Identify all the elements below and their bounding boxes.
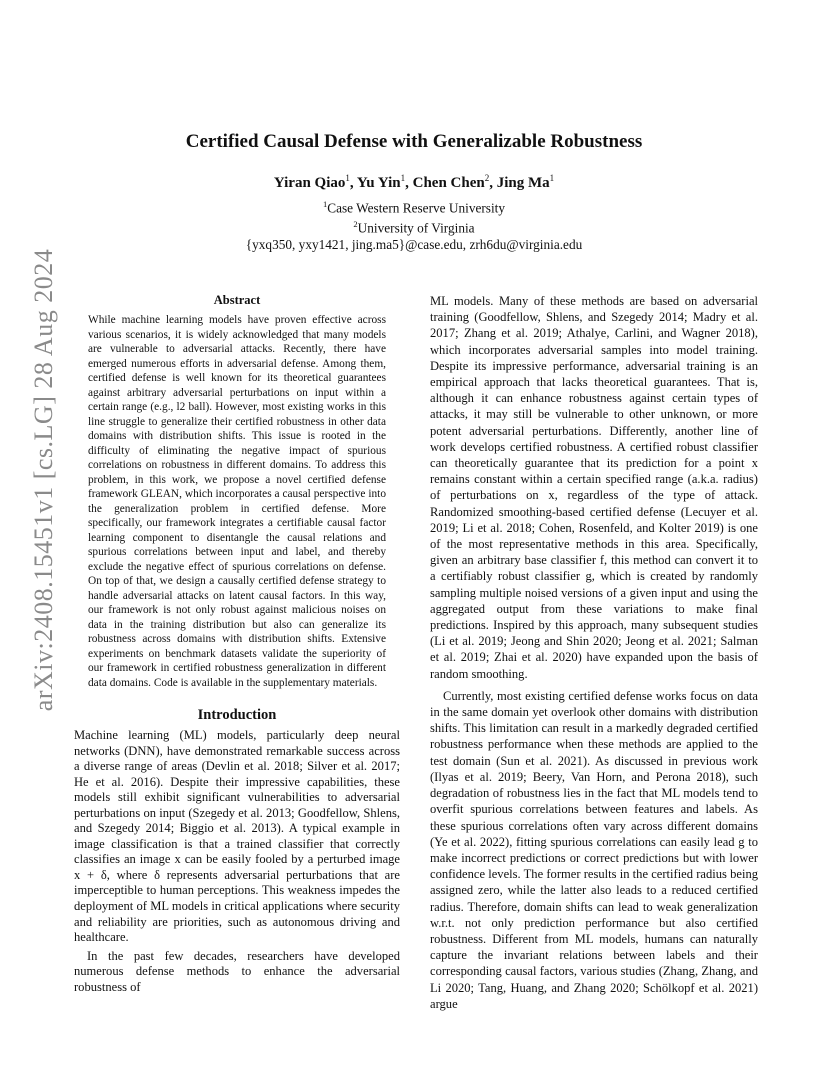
body-paragraph: Machine learning (ML) models, particularly deep neural networks (DNN), have demonstrated remarkable success across a diverse range of areas (Devlin et al. 2018; Silver et al. 2017; He et al. 2016). Despite their impressive capabilities, these models still exhibit significant vulnerabilities to adversarial perturbations on input (Szegedy et al. 2013; Goodfellow, Shlens, and Szegedy 2014; Biggio et al. 2013). A typical example in image classification is that a trained classifier that correctly classifies an image x can be easily fooled by a perturbed image x + δ, where δ represents adversarial perturbations that are imperceptible to human perceptions. This weakness impedes the deployment of ML models in critical applications where security and reliability are priorities, such as autonomous driving and healthcare. (74, 728, 400, 945)
author-name: Yu Yin (356, 175, 401, 191)
affiliation-line: $^2$University of Virginia (353, 219, 475, 236)
right-column (430, 293, 758, 1012)
abstract-heading: Abstract (213, 293, 261, 307)
author-emails: {yxq350, yxy1421, jing.ma5}@case.edu, zrh6du@virginia.edu (245, 236, 583, 252)
abstract-body: While machine learning models have proven effective across various scenarios, it is widely acknowledged that many models are vulnerable to adversarial attacks. Recently, there have emerged numerous efforts in adversarial defense. Among them, certified defense is well known for its theoretical guarantees against arbitrary adversarial perturbations on input within a certain range (e.g., l2 ball). However, most existing works in this line struggle to generalize their certified robustness in other data domains with distribution shifts. This issue is rooted in the difficulty of eliminating the negative impact of spurious correlations on robustness in different domains. To address this problem, in this work, we propose a novel certified defense framework GLEAN, which incorporates a causal perspective into the generalization problem in certified defense. More specifically, our framework integrates a certifiable causal factor learning component to disentangle the causal relations and spurious correlations between input and label, and thereby exclude the negative effect of spurious correlations on defense. On top of that, we design a causally certified defense strategy to handle adversarial attacks on latent causal factors. In this way, our framework is not only robust against malicious noises on data in the training distribution but also can generalize its robustness across domains with distribution shifts. Extensive experiments on benchmark datasets validate the superiority of our framework in certified robustness generalization in different data domains. Code is available in the supplementary materials. (88, 314, 386, 689)
body-paragraph: Currently, most existing certified defense works focus on data in the same domain yet overlook other domains with distribution shifts. This limitation can result in a markedly degraded certified robustness performance when these methods are applied to the test domain (Sun et al. 2021). As discussed in previous work (Ilyas et al. 2019; Beery, Van Horn, and Perona 2018), such degradation of robustness lies in the fact that ML models tend to overfit spurious correlations between features and labels. As these spurious correlations often vary across different domains (Ye et al. 2022), fitting spurious correlations can easily lead g to make incorrect predictions or correct predictions but with lower confidence levels. The former results in the certified radius being assigned zero, while the latter also leads to a reduced certified radius. Therefore, domain shifts can lead to weak generalization w.r.t. not only prediction performance but also certified robustness. Different from ML models, humans can naturally capture the invariant relations between labels and their corresponding causal factors, various studies (Zhang, Zhang, and Li 2020; Tang, Huang, and Zhang 2020; Schölkopf et al. 2021) argue (430, 688, 758, 1011)
author-affiliation-mark: 1 (345, 173, 350, 183)
author-list: Yiran Qiao$^1$, Yu Yin$^1$, Chen Chen$^2$, Jing Ma$^1$ (273, 173, 555, 191)
body-paragraph: ML models. Many of these methods are based on adversarial training (Goodfellow, Shlens, and Szegedy 2014; Madry et al. 2017; Zhang et al. 2019; Athalye, Carlini, and Wagner 2018), which incorporates adversarial samples into model training. Despite its impressive performance, adversarial training is an empirical approach that lacks theoretical guarantees. That is, although it can enhance robustness against certain types of attacks, it may still be vulnerable to other unknown, or more potent adversarial perturbations. Differently, another line of work develops certified robustness. A certified robust classifier can theoretically guarantee that its prediction for a point x remains constant within a certain specified range (a.k.a. radius) of perturbations on x, regardless of the type of attack. Randomized smoothing-based certified defense (Lecuyer et al. 2019; Li et al. 2018; Cohen, Rosenfeld, and Kolter 2019) is one of the most representative methods in this area. Specifically, given an arbitrary base classifier f, this method can convert it to a certifiably robust classifier g, which is created by randomly sampling multiple noised versions of a given input and using the aggregated output from these variations to make final predictions. Inspired by this approach, many subsequent studies (Li et al. 2019; Jeong and Shin 2020; Jeong et al. 2021; Salman et al. 2019; Zhai et al. 2020) have expanded upon the basis of random smoothing. (430, 294, 758, 681)
arxiv-identifier (20, 248, 68, 712)
author-affiliation-mark: 1 (549, 173, 555, 183)
author-affiliation-mark: 2 (484, 173, 490, 183)
author-name: Yiran Qiao (273, 175, 346, 191)
left-column (74, 293, 400, 995)
affiliations (0, 196, 828, 253)
author-affiliation-mark: 1 (400, 173, 406, 183)
arxiv-identifier-text: arXiv:2408.15451v1 [cs.LG] 28 Aug 2024 (29, 248, 58, 712)
body-paragraph: In the past few decades, researchers have developed numerous defense methods to enhance the adversarial robustness of (74, 948, 400, 994)
affiliation-line: $^1$Case Western Reserve University (322, 199, 506, 216)
introduction-heading: Introduction (197, 707, 277, 723)
author-name: Jing Ma (496, 175, 550, 191)
author-name: Chen Chen (412, 175, 485, 191)
paper-title: Certified Causal Defense with Generalizable Robustness (185, 131, 643, 152)
